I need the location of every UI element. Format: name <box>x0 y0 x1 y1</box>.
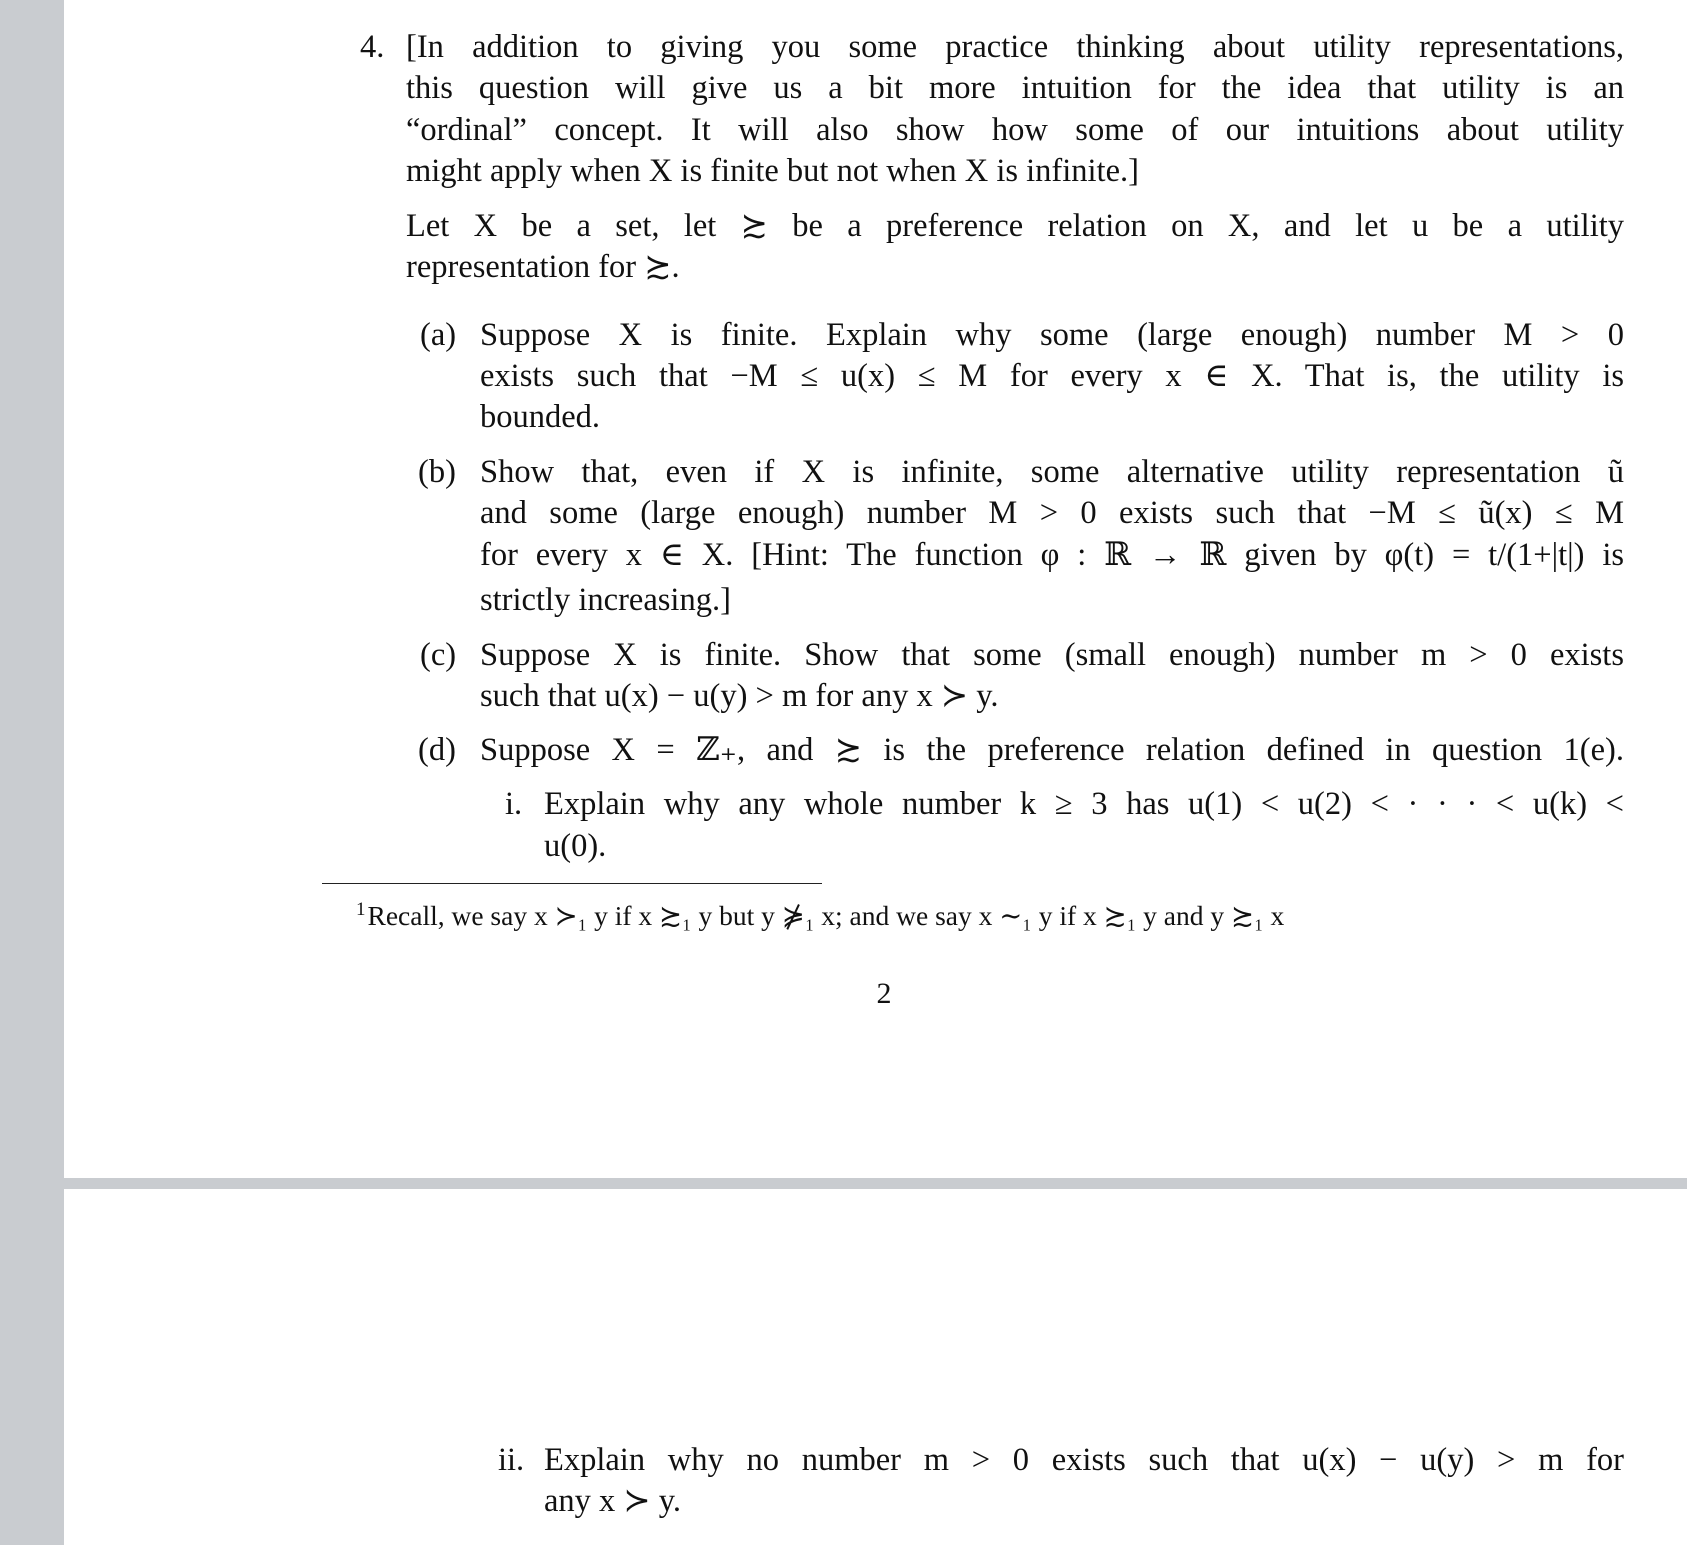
document-page-1 <box>64 0 1687 1178</box>
part-d-line-1: Suppose X = ℤ₊, and ≿ is the preference relation defined in question 1(e). <box>480 732 1624 768</box>
part-a-line-2: exists such that −M ≤ u(x) ≤ M for every x ∈ X. That is, the utility is <box>480 358 1624 394</box>
intro-line-4: might apply when X is finite but not when X is infinite.] <box>406 153 1139 189</box>
part-d-label: (d) <box>418 732 456 768</box>
footnote-rule <box>322 883 822 884</box>
part-d-ii-line-2: any x ≻ y. <box>544 1483 682 1519</box>
part-a-line-1: Suppose X is finite. Explain why some (large enough) number M > 0 <box>480 317 1624 353</box>
part-a-label: (a) <box>420 317 457 353</box>
part-a-line-3: bounded. <box>480 399 601 435</box>
footnote-marker: 1 <box>356 899 366 920</box>
part-c-line-2: such that u(x) − u(y) > m for any x ≻ y. <box>480 678 999 714</box>
part-b-line-1: Show that, even if X is infinite, some alternative utility representation ũ <box>480 454 1624 490</box>
setup-line-2: representation for ≿. <box>406 249 680 285</box>
intro-line-3: “ordinal” concept. It will also show how some of our intuitions about utility <box>406 112 1624 148</box>
part-d-i-line-2: u(0). <box>544 828 607 864</box>
part-b-line-4: strictly increasing.] <box>480 582 731 618</box>
footnote <box>356 893 1284 933</box>
part-b-label: (b) <box>418 454 456 490</box>
footnote-text: Recall, we say x ≻₁ y if x ≿₁ y but y ⋡₁ x; and we say x ∼₁ y if x ≿₁ y and y ≿₁ x <box>367 900 1285 931</box>
part-b-line-3: for every x ∈ X. [Hint: The function φ : ℝ → ℝ given by φ(t) = t/(1+|t|) is <box>480 537 1624 573</box>
setup-line-1: Let X be a set, let ≿ be a preference relation on X, and let u be a utility <box>406 208 1624 244</box>
page-number: 2 <box>876 977 892 1010</box>
part-d-ii-label: ii. <box>498 1442 525 1478</box>
part-d-ii-line-1: Explain why no number m > 0 exists such that u(x) − u(y) > m for <box>544 1442 1624 1478</box>
part-d-i-label: i. <box>505 786 523 822</box>
intro-line-2: this question will give us a bit more intuition for the idea that utility is an <box>406 70 1624 106</box>
part-d-i-line-1: Explain why any whole number k ≥ 3 has u(1) < u(2) < · · · < u(k) < <box>544 786 1624 822</box>
part-c-label: (c) <box>420 637 457 673</box>
intro-line-1: [In addition to giving you some practice thinking about utility representations, <box>406 29 1624 65</box>
part-b-line-2: and some (large enough) number M > 0 exists such that −M ≤ ũ(x) ≤ M <box>480 495 1624 531</box>
document-page-2 <box>64 1189 1687 1545</box>
question-number: 4. <box>360 29 385 65</box>
part-c-line-1: Suppose X is finite. Show that some (small enough) number m > 0 exists <box>480 637 1624 673</box>
